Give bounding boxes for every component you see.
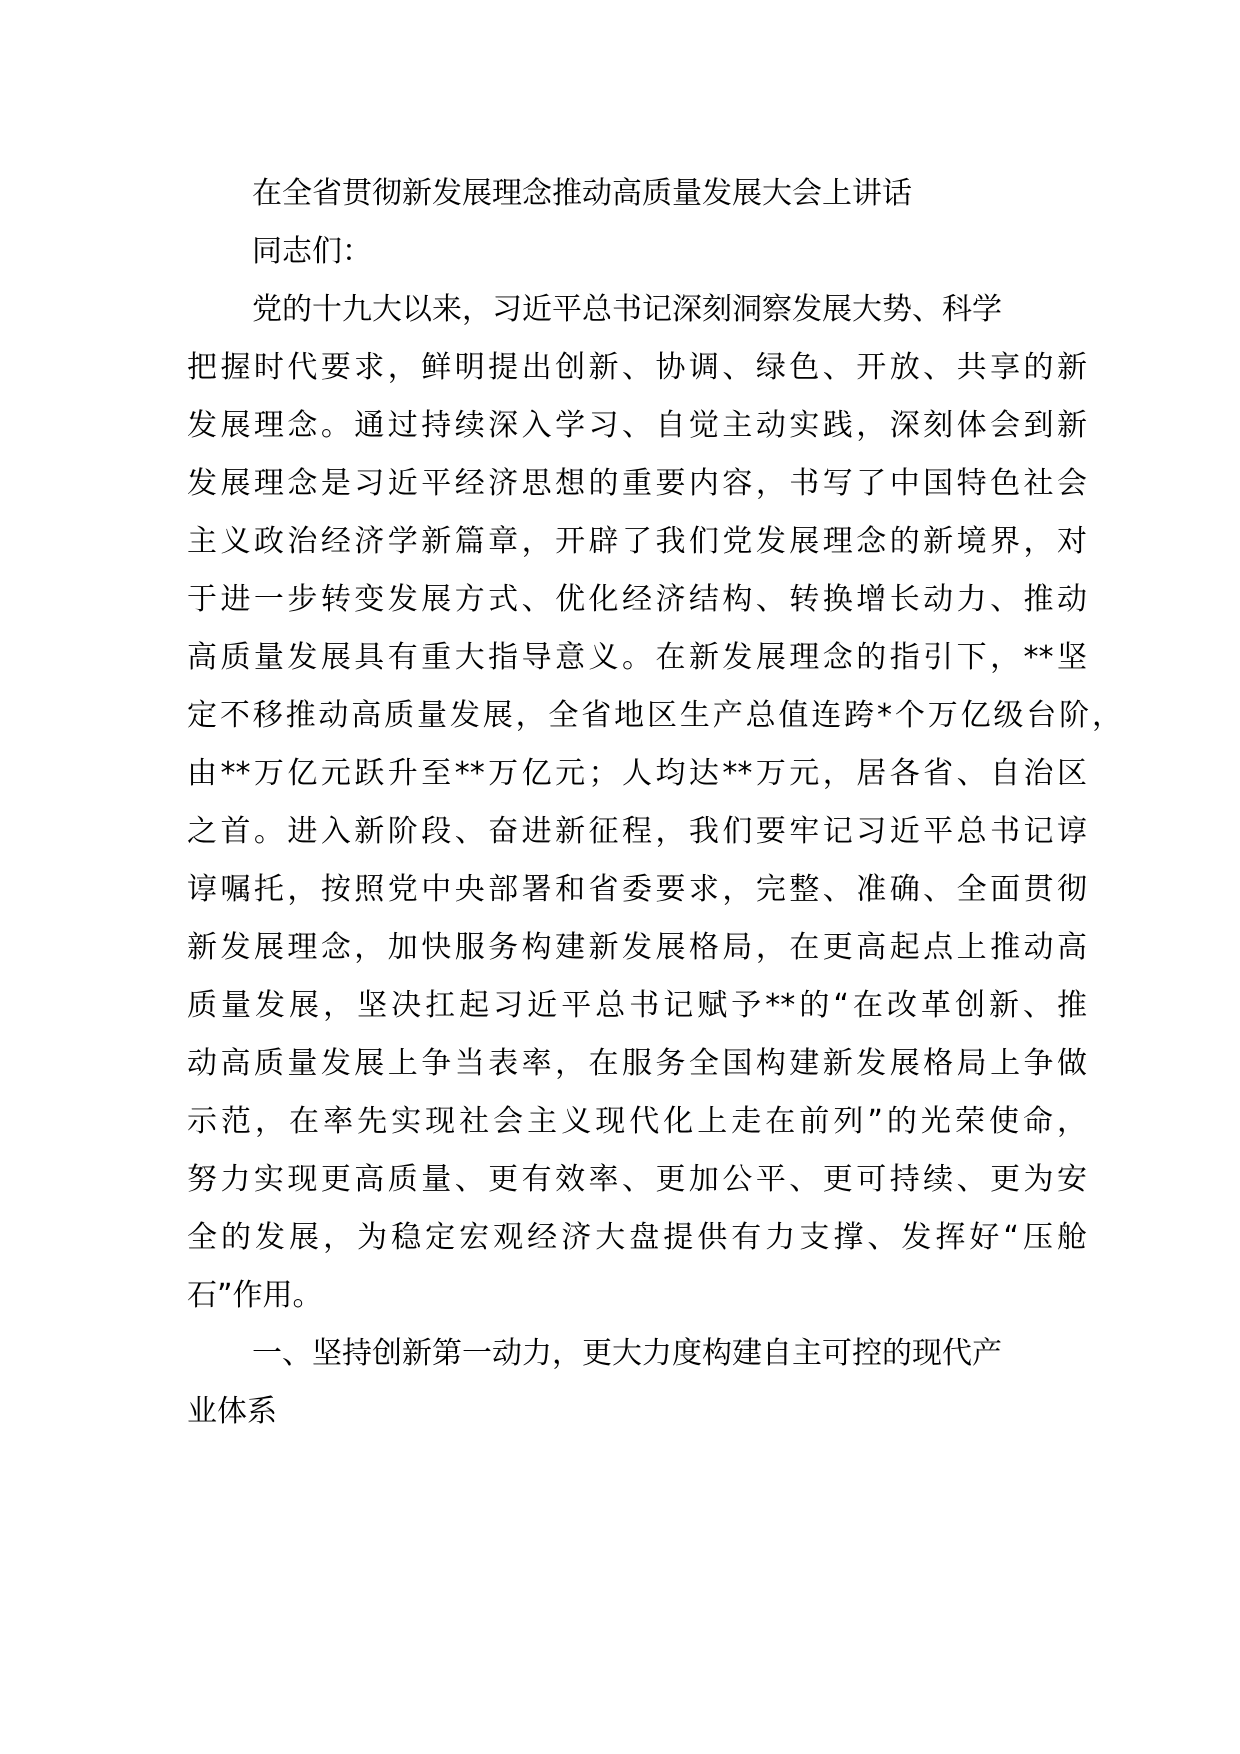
heading-line: 一、坚持创新第一动力，更大力度构建自主可控的现代产 [252, 1336, 1002, 1371]
paragraph-line: 党的十九大以来，习近平总书记深刻洞察发展大势、科学 [252, 292, 1002, 327]
paragraph-line: 于进一步转变发展方式、优化经济结构、转换增长动力、推动 [187, 582, 1087, 617]
paragraph-line: 全的发展，为稳定宏观经济大盘提供有力支撑、发挥好“压舱 [187, 1220, 1087, 1255]
salutation: 同志们： [252, 234, 372, 269]
paragraph-line: 石”作用。 [187, 1278, 323, 1313]
paragraph-line: 主义政治经济学新篇章，开辟了我们党发展理念的新境界，对 [187, 524, 1087, 559]
paragraph-line: 高质量发展具有重大指导意义。在新发展理念的指引下，**坚 [187, 640, 1087, 675]
paragraph-line: 把握时代要求，鲜明提出创新、协调、绿色、开放、共享的新 [187, 350, 1087, 385]
paragraph-line: 示范，在率先实现社会主义现代化上走在前列”的光荣使命， [187, 1104, 1087, 1139]
paragraph-line: 发展理念是习近平经济思想的重要内容，书写了中国特色社会 [187, 466, 1087, 501]
paragraph-line: 谆嘱托，按照党中央部署和省委要求，完整、准确、全面贯彻 [187, 872, 1087, 907]
paragraph-line: 努力实现更高质量、更有效率、更加公平、更可持续、更为安 [187, 1162, 1087, 1197]
document-title: 在全省贯彻新发展理念推动高质量发展大会上讲话 [252, 176, 912, 211]
paragraph-line: 动高质量发展上争当表率，在服务全国构建新发展格局上争做 [187, 1046, 1087, 1081]
paragraph-line: 新发展理念，加快服务构建新发展格局，在更高起点上推动高 [187, 930, 1087, 965]
paragraph-line: 之首。进入新阶段、奋进新征程，我们要牢记习近平总书记谆 [187, 814, 1087, 849]
paragraph-line: 由**万亿元跃升至**万亿元；人均达**万元，居各省、自治区 [187, 756, 1087, 791]
heading-line: 业体系 [187, 1394, 277, 1429]
paragraph-line: 质量发展，坚决扛起习近平总书记赋予**的“在改革创新、推 [187, 988, 1087, 1023]
paragraph-line: 定不移推动高质量发展，全省地区生产总值连跨*个万亿级台阶， [187, 698, 1122, 733]
paragraph-line: 发展理念。通过持续深入学习、自觉主动实践，深刻体会到新 [187, 408, 1087, 443]
